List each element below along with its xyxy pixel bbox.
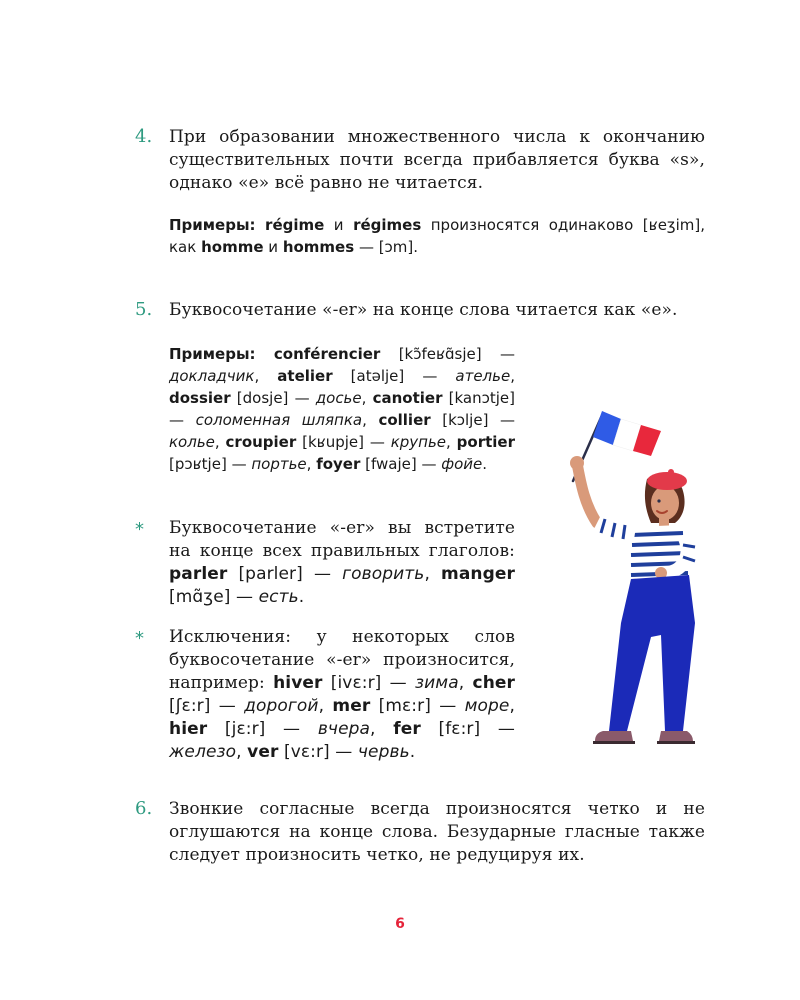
example-word: hier	[169, 719, 208, 739]
example-word: dossier	[169, 389, 231, 407]
list-number: 5.	[135, 299, 153, 320]
example-word: homme	[201, 238, 264, 256]
example-word: manger	[441, 564, 515, 584]
asterisk-marker: *	[135, 628, 144, 649]
example-word: ver	[247, 742, 279, 762]
note-text: Исключения: у некоторых слов буквосочетание «-er» произносится, например: hiver [ivɛ:r] — зима, cher [ʃɛ:r] — дорогой, mer [mɛ:r] — море, hier [jɛ:r] — вчера, fer [fɛ:r] — железо, ver [vɛ:r] — червь.	[169, 627, 516, 762]
example-word: hiver	[273, 673, 323, 693]
examples-paragraph: Примеры: régime и régimes произносятся одинаково [ʁeʒim], как homme и hommes — [ɔm].	[169, 216, 705, 256]
page-number: 6	[395, 916, 405, 932]
woman-with-french-flag-icon	[555, 405, 705, 750]
example-word: régimes	[353, 216, 422, 234]
example-word: régime	[265, 216, 325, 234]
examples-label: Примеры:	[169, 345, 256, 363]
example-word: conférencier	[273, 345, 381, 363]
example-word: fer	[393, 719, 421, 739]
asterisk-marker: *	[135, 519, 144, 540]
translation: крупье	[390, 433, 447, 451]
translation: фойе	[441, 455, 483, 473]
translation: соломенная шляпка	[195, 411, 363, 429]
examples-label: Примеры:	[169, 216, 256, 234]
example-word: hommes	[282, 238, 355, 256]
translation: вчера	[317, 719, 371, 739]
translation: ателье	[455, 367, 511, 385]
example-word: cher	[472, 673, 516, 693]
example-word: parler	[169, 564, 228, 584]
translation: дорогой	[244, 696, 319, 716]
rule-text: Буквосочетание «-er» на конце слова читается как «e».	[169, 300, 678, 320]
list-number: 4.	[135, 126, 153, 147]
translation: говорить	[342, 564, 425, 584]
translation: море	[464, 696, 510, 716]
example-word: croupier	[225, 433, 297, 451]
note-text: Буквосочетание «-er» вы встретите на конце всех правильных глаголов: parler [parler] — говорить, manger [mɑ̃ʒe] — есть.	[169, 518, 515, 607]
example-word: mer	[332, 696, 371, 716]
translation: есть	[258, 587, 299, 607]
rule-text: Звонкие согласные всегда произносятся четко и не оглушаются на конце слова. Безударные гласные также следует произносить четко, не редуцируя их.	[169, 799, 705, 865]
rule-text: При образовании множественного числа к окончанию существительных почти всегда прибавляется буква «s», однако «e» всё равно не читается.	[169, 127, 705, 193]
translation: колье	[169, 433, 215, 451]
example-word: canotier	[372, 389, 443, 407]
examples-paragraph: Примеры: conférencier [kɔ̃feʁɑ̃sje] — докладчик, atelier [atəlje] — ателье, dossier [dosje] — досье, canotier [kanɔtje] — соломенная шляпка, collier [kɔlje] — колье, croupier [kʁupje] — крупье, portier [pɔʁtje] — портье, foyer [fwaje] — фойе.	[169, 345, 515, 473]
translation: зима	[415, 673, 459, 693]
list-number: 6.	[135, 798, 153, 819]
translation: червь	[357, 742, 410, 762]
translation: портье	[251, 455, 307, 473]
translation: досье	[315, 389, 362, 407]
example-word: foyer	[316, 455, 361, 473]
example-word: collier	[378, 411, 431, 429]
translation: докладчик	[169, 367, 255, 385]
translation: железо	[169, 742, 237, 762]
example-word: portier	[456, 433, 515, 451]
example-word: atelier	[277, 367, 333, 385]
